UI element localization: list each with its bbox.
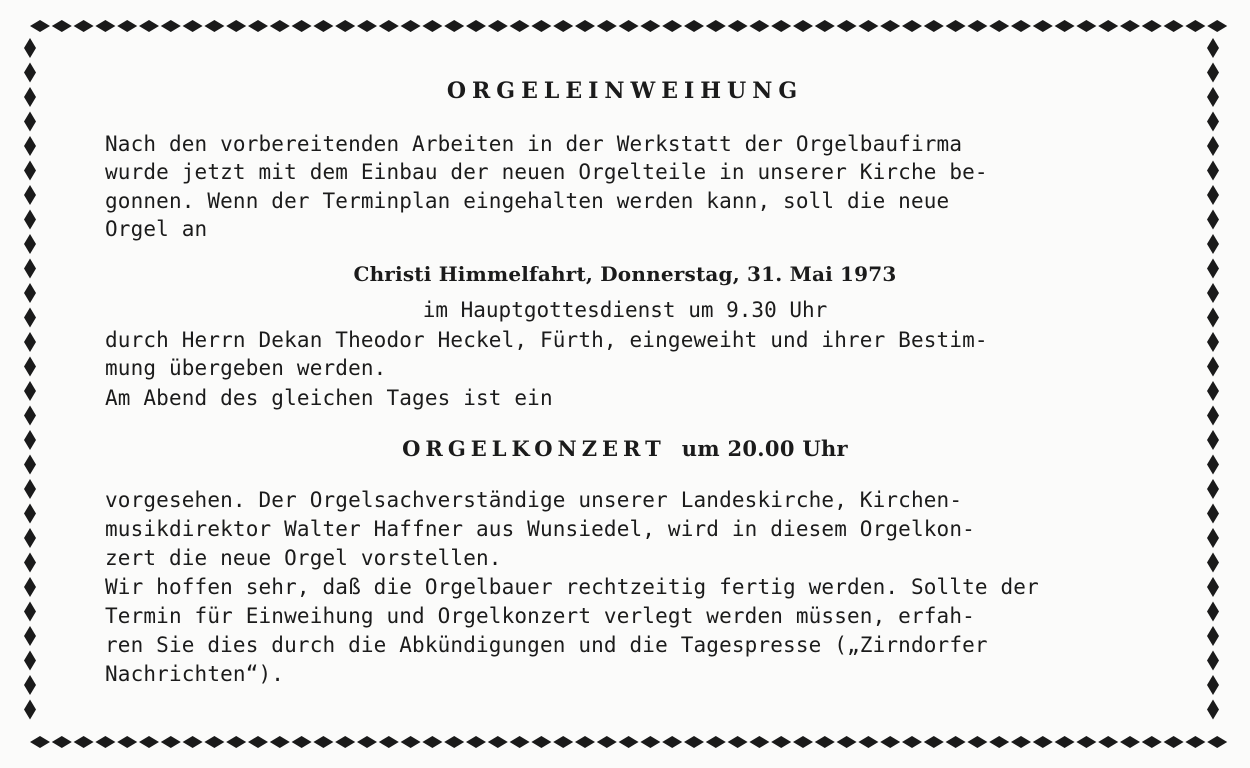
border-diamond-left — [24, 455, 36, 475]
border-diamond-left — [24, 308, 36, 328]
border-diamond-right — [1207, 283, 1219, 303]
border-diamond-top — [30, 20, 50, 32]
border-diamond-right — [1207, 528, 1219, 548]
border-diamond-bottom — [52, 736, 72, 748]
intro-line: gonnen. Wenn der Terminplan eingehalten werden kann, soll die neue — [105, 189, 950, 213]
border-diamond-top — [1164, 20, 1184, 32]
border-diamond-left — [24, 283, 36, 303]
border-diamond-left — [24, 185, 36, 205]
border-diamond-left — [24, 504, 36, 524]
closing-line: ren Sie dies durch die Abkündigungen und die Tagespresse („Zirndorfer — [105, 633, 988, 657]
closing-line: Termin für Einweihung und Orgelkonzert verlegt werden müssen, erfah- — [105, 604, 975, 628]
border-diamond-left — [24, 553, 36, 573]
border-diamond-right — [1207, 161, 1219, 181]
intro-line: Orgel an — [105, 217, 208, 241]
border-diamond-left — [24, 259, 36, 279]
concert-time: um 20.00 Uhr — [681, 436, 848, 461]
border-diamond-left — [24, 234, 36, 254]
border-diamond-right — [1207, 308, 1219, 328]
border-diamond-left — [24, 63, 36, 83]
border-diamond-right — [1207, 504, 1219, 524]
closing-line: musikdirektor Walter Haffner aus Wunsiedel, wird in diesem Orgelkon- — [105, 517, 975, 541]
service-time: im Hauptgottesdienst um 9.30 Uhr — [422, 298, 828, 322]
border-diamond-right — [1207, 259, 1219, 279]
border-diamond-left — [24, 87, 36, 107]
border-diamond-right — [1207, 553, 1219, 573]
border-diamond-right — [1207, 234, 1219, 254]
border-diamond-right — [1207, 700, 1219, 720]
border-diamond-right — [1207, 406, 1219, 426]
announcement — [105, 0, 1145, 768]
closing-line: Nachrichten“). — [105, 662, 285, 686]
border-diamond-top — [52, 20, 72, 32]
border-diamond-bottom — [30, 736, 50, 748]
middle-line: Am Abend des gleichen Tages ist ein — [105, 386, 553, 410]
border-diamond-top — [1185, 20, 1205, 32]
border-diamond-right — [1207, 626, 1219, 646]
intro-line: wurde jetzt mit dem Einbau der neuen Orgelteile in unserer Kirche be- — [105, 160, 988, 184]
border-diamond-right — [1207, 112, 1219, 132]
border-diamond-left — [24, 577, 36, 597]
closing-line: zert die neue Orgel vorstellen. — [105, 546, 502, 570]
border-diamond-left — [24, 38, 36, 58]
border-diamond-bottom — [1185, 736, 1205, 748]
border-diamond-right — [1207, 651, 1219, 671]
border-diamond-right — [1207, 136, 1219, 156]
border-diamond-right — [1207, 332, 1219, 352]
border-diamond-left — [24, 136, 36, 156]
border-diamond-left — [24, 210, 36, 230]
border-diamond-left — [24, 357, 36, 377]
border-diamond-right — [1207, 479, 1219, 499]
border-diamond-right — [1207, 210, 1219, 230]
border-diamond-left — [24, 332, 36, 352]
border-diamond-left — [24, 602, 36, 622]
intro-line: Nach den vorbereitenden Arbeiten in der Werkstatt der Orgelbaufirma — [105, 132, 963, 156]
border-diamond-right — [1207, 87, 1219, 107]
concert-heading — [105, 436, 1145, 461]
border-diamond-left — [24, 430, 36, 450]
border-diamond-right — [1207, 38, 1219, 58]
border-diamond-right — [1207, 357, 1219, 377]
border-diamond-right — [1207, 577, 1219, 597]
border-diamond-left — [24, 381, 36, 401]
event-date: Christi Himmelfahrt, Donnerstag, 31. Mai 1973 — [353, 262, 897, 286]
border-diamond-left — [24, 112, 36, 132]
middle-line: mung übergeben werden. — [105, 356, 387, 380]
border-diamond-left — [24, 700, 36, 720]
middle-line: durch Herrn Dekan Theodor Heckel, Fürth, eingeweiht und ihrer Bestim- — [105, 328, 988, 352]
border-diamond-right — [1207, 430, 1219, 450]
border-diamond-left — [24, 651, 36, 671]
closing-line: vorgesehen. Der Orgelsachverständige unserer Landeskirche, Kirchen- — [105, 488, 963, 512]
border-diamond-right — [1207, 602, 1219, 622]
border-diamond-right — [1207, 455, 1219, 475]
border-diamond-bottom — [74, 736, 94, 748]
border-diamond-bottom — [1207, 736, 1227, 748]
border-diamond-right — [1207, 675, 1219, 695]
border-diamond-right — [1207, 381, 1219, 401]
border-diamond-top — [74, 20, 94, 32]
closing-line: Wir hoffen sehr, daß die Orgelbauer rechtzeitig fertig werden. Sollte der — [105, 575, 1039, 599]
border-diamond-left — [24, 161, 36, 181]
border-diamond-left — [24, 406, 36, 426]
border-diamond-bottom — [1164, 736, 1184, 748]
border-diamond-right — [1207, 63, 1219, 83]
announcement-title: ORGELEINWEIHUNG — [446, 78, 804, 104]
border-diamond-right — [1207, 185, 1219, 205]
border-diamond-left — [24, 528, 36, 548]
border-diamond-left — [24, 675, 36, 695]
border-diamond-left — [24, 479, 36, 499]
border-diamond-left — [24, 626, 36, 646]
concert-title: ORGELKONZERT — [402, 436, 666, 461]
border-diamond-top — [1207, 20, 1227, 32]
